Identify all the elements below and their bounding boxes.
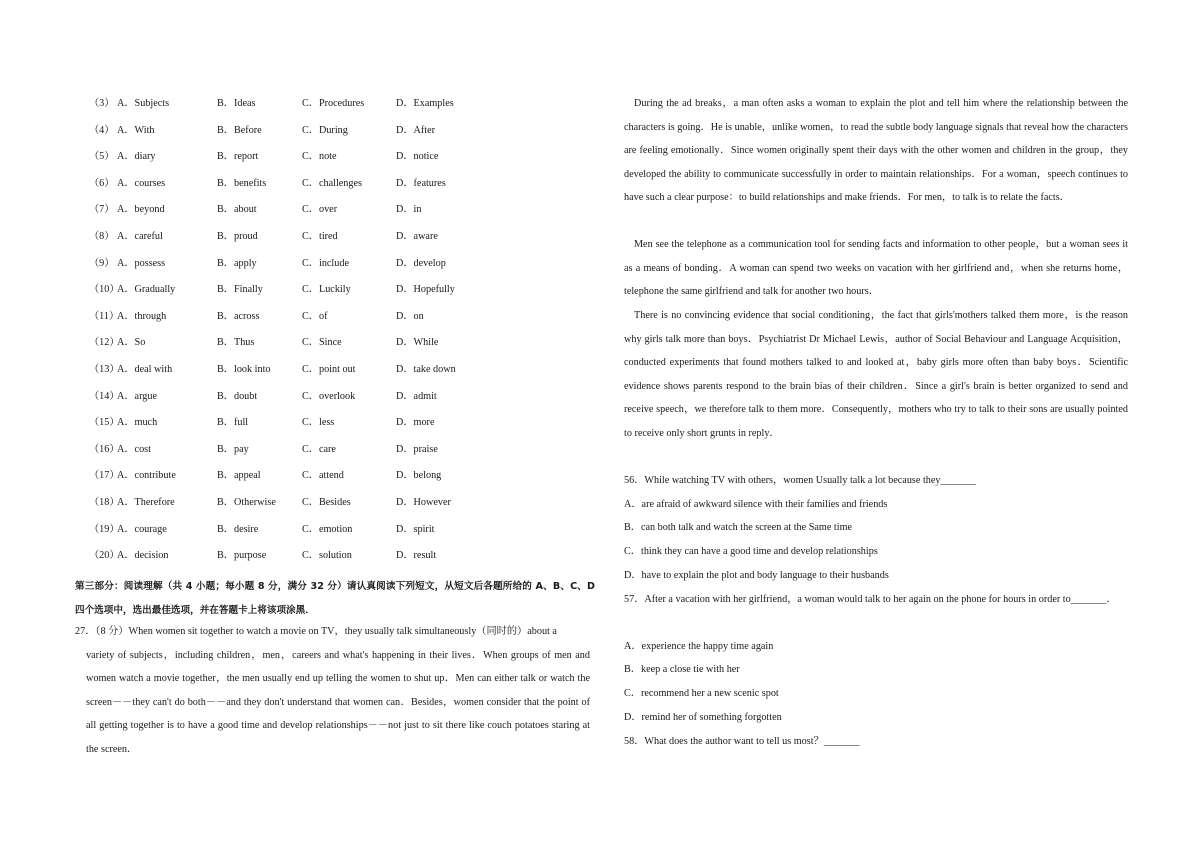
option-c: C．Procedures [302, 98, 365, 109]
option-number: （5） [89, 151, 115, 163]
option-b: B．pay [217, 443, 249, 455]
option-c: C．less [302, 417, 335, 429]
option-c: C．Luckily [302, 284, 351, 296]
q57-option-a: A．experience the happy time again [624, 641, 774, 652]
option-b: B．look into [217, 364, 271, 375]
passage-paragraph-2: Men see the telephone as a communication tool for sending facts and information to other people，but a woman sees it as a means of bonding．A woman can spend two weeks on vacation with her girlfriend and，when she returns home，telephone the same girlfriend and talk for another two hours． [624, 239, 1129, 298]
option-d: D．take down [396, 364, 456, 375]
question-58: 58．What does the author want to tell us most？_______ [624, 736, 860, 747]
option-d: D．After [396, 124, 436, 136]
option-a: A．much [117, 417, 158, 429]
option-c: C．During [302, 124, 348, 136]
option-d: D．features [396, 177, 446, 189]
option-a: A．careful [117, 231, 163, 242]
option-a: A．Therefore [117, 497, 175, 508]
option-d: D．praise [396, 443, 438, 455]
q56-option-c: C．think they can have a good time and develop relationships [624, 546, 878, 557]
option-number: （8） [89, 231, 115, 242]
question-27-body: variety of subjects，including children，men，careers and what's happening in their lives．When groups of men and women watch a movie together，the men usually end up telling the women to shut up．Men can either talk or watch the screen－－they can't do both－－and they don't understand that women can．Besides，women consider that the point of all getting together is to have a good time and develop relationships－－not just to sit there like couch potatoes staring at the screen． [86, 649, 590, 755]
option-b: B．across [217, 310, 260, 322]
option-c: C．Since [302, 337, 342, 349]
option-number: （16） [89, 443, 120, 455]
option-d: D．admit [396, 390, 437, 402]
option-a: A．courses [117, 177, 166, 189]
option-number: （9） [89, 257, 115, 269]
option-d: D．notice [396, 151, 439, 163]
option-c: C．include [302, 257, 349, 269]
q57-option-c: C．recommend her a new scenic spot [624, 688, 779, 699]
option-c: C．of [302, 310, 328, 322]
option-d: D．While [396, 337, 439, 349]
option-number: （19） [89, 523, 120, 535]
option-number: （17） [89, 470, 120, 482]
question-57: 57．After a vacation with her girlfriend，a woman would talk to her again on the phone for hours in order to_______． [624, 594, 1117, 605]
option-b: B．Before [217, 124, 262, 136]
option-number: （4） [89, 124, 115, 136]
option-c: C．solution [302, 550, 352, 562]
option-c: C．tired [302, 231, 338, 242]
option-b: B．Thus [217, 337, 255, 349]
option-c: C．overlook [302, 390, 356, 402]
option-b: B．Finally [217, 284, 263, 296]
option-a: A．contribute [117, 470, 176, 482]
q56-option-b: B．can both talk and watch the screen at the Same time [624, 522, 853, 533]
q56-option-a: A．are afraid of awkward silence with their families and friends [624, 499, 888, 510]
passage-paragraph-1: During the ad breaks，a man often asks a woman to explain the plot and tell him where the relationship between the characters is going．He is unable，unlike women，to read the subtle body language signals that reveal how the characters are feeling emotionally．Since women originally spent their days with the other women and children in the group，they developed the ability to communicate successfully in order to maintain relationships．For a woman，speech continues to have such a clear purpose：to build relationships and make friends．For men，to talk is to relate the facts． [624, 98, 1128, 204]
option-b: B．doubt [217, 390, 258, 402]
passage-paragraph-3: There is no convincing evidence that social conditioning，the fact that girls'mothers talked them more，is the reason why girls talk more than boys．Psychiatrist Dr Michael Lewis，author of Social Behaviour and Language Acquisition，conducted experiments that found mothers talked to and looked at，baby girls more often than baby boys．Scientific evidence shows parents respond to the brain bias of their children．Since a girl's brain is better organized to send and receive speech，we therefore talk to them more．Consequently，mothers who try to talk to their sons are usually pointed to receive only short grunts in reply． [624, 310, 1128, 439]
option-a: A．beyond [117, 204, 165, 216]
option-b: B．purpose [217, 550, 267, 562]
option-number: （14） [89, 390, 120, 402]
section-title: 第三部分：阅读理解（共 4 小题；每小题 8 分，满分 32 分）请认真阅读下列短文，从短文后各题所给的 A、B、C、D 四个选项中，选出最佳选项，并在答题卡上将该项涂黑． [75, 581, 595, 616]
option-a: A．possess [117, 257, 166, 269]
option-a: A．So [117, 337, 146, 349]
option-b: B．benefits [217, 177, 267, 189]
option-number: （13） [89, 364, 120, 375]
option-number: （7） [89, 204, 115, 216]
option-d: D．develop [396, 257, 446, 269]
option-c: C．point out [302, 364, 356, 375]
option-c: C．emotion [302, 523, 353, 535]
option-a: A．deal with [117, 364, 173, 375]
option-a: A．argue [117, 390, 157, 402]
option-b: B．full [217, 417, 249, 429]
option-b: B．about [217, 204, 257, 216]
option-d: D．in [396, 204, 422, 216]
question-27-passage [75, 620, 590, 762]
option-b: B．appeal [217, 470, 261, 482]
option-c: C．attend [302, 470, 344, 482]
option-d: D．However [396, 497, 451, 508]
option-d: D．spirit [396, 523, 435, 535]
option-number: （18） [89, 497, 120, 508]
option-a: A．courage [117, 523, 167, 535]
option-b: B．Ideas [217, 98, 256, 109]
option-b: B．desire [217, 523, 259, 535]
option-b: B．Otherwise [217, 497, 276, 508]
option-d: D．more [396, 417, 435, 429]
q57-option-d: D．remind her of something forgotten [624, 712, 782, 723]
option-a: A．Gradually [117, 284, 176, 296]
option-a: A．cost [117, 443, 151, 455]
option-d: D．Examples [396, 98, 454, 109]
option-d: D．Hopefully [396, 284, 455, 296]
option-c: C．challenges [302, 177, 362, 189]
option-c: C．note [302, 151, 337, 163]
option-b: B．apply [217, 257, 257, 269]
option-c: C．Besides [302, 497, 351, 508]
option-c: C．care [302, 443, 336, 455]
option-d: D．result [396, 550, 437, 562]
option-d: D．belong [396, 470, 442, 482]
option-number: （15） [89, 417, 120, 429]
option-number: （3） [89, 98, 115, 109]
question-27-first-line: 27．（8 分）When women sit together to watch a movie on TV，they usually talk simultaneously（同时的）about a [75, 626, 557, 637]
option-a: A．through [117, 310, 167, 322]
option-b: B．proud [217, 231, 258, 242]
option-a: A．decision [117, 550, 169, 562]
option-number: （11） [89, 310, 120, 322]
option-c: C．over [302, 204, 338, 216]
option-d: D．aware [396, 231, 438, 242]
option-a: A．diary [117, 151, 156, 163]
option-a: A．With [117, 124, 155, 136]
option-d: D．on [396, 310, 424, 322]
q56-option-d: D．have to explain the plot and body language to their husbands [624, 570, 889, 581]
q57-option-b: B．keep a close tie with her [624, 664, 740, 675]
option-number: （12） [89, 337, 120, 349]
option-a: A．Subjects [117, 98, 170, 109]
option-number: （6） [89, 177, 115, 189]
option-number: （10） [89, 284, 120, 296]
question-56: 56．While watching TV with others，women Usually talk a lot because they_______ [624, 475, 977, 486]
option-b: B．report [217, 151, 259, 163]
option-number: （20） [89, 550, 120, 562]
